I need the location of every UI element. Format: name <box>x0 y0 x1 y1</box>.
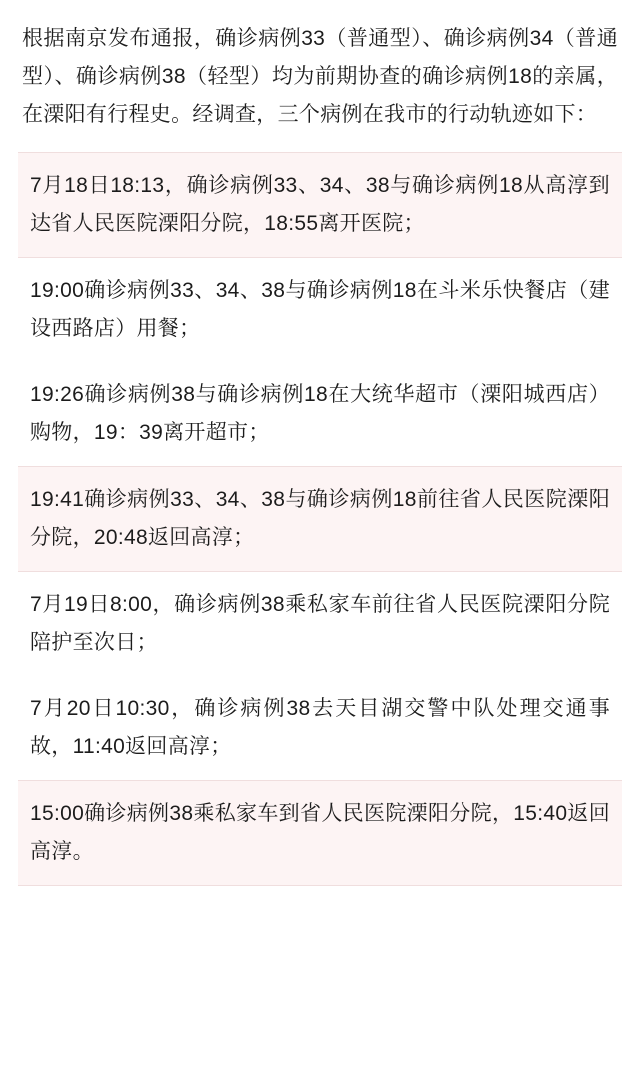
timeline-block: 19:41确诊病例33、34、38与确诊病例18前往省人民医院溧阳分院，20:48返回高淳； <box>18 466 622 572</box>
timeline-block-list <box>18 152 622 886</box>
timeline-block: 19:26确诊病例38与确诊病例18在大统华超市（溧阳城西店）购物，19：39离开超市； <box>18 362 622 466</box>
timeline-block: 15:00确诊病例38乘私家车到省人民医院溧阳分院，15:40返回高淳。 <box>18 780 622 886</box>
timeline-block: 7月20日10:30，确诊病例38去天目湖交警中队处理交通事故，11:40返回高淳； <box>18 676 622 780</box>
timeline-block: 19:00确诊病例33、34、38与确诊病例18在斗米乐快餐店（建设西路店）用餐； <box>18 258 622 362</box>
intro-paragraph: 根据南京发布通报，确诊病例33（普通型）、确诊病例34（普通型）、确诊病例38（轻型）均为前期协查的确诊病例18的亲属，在溧阳有行程史。经调查，三个病例在我市的行动轨迹如下： <box>22 27 618 126</box>
timeline-block: 7月18日18:13，确诊病例33、34、38与确诊病例18从高淳到达省人民医院溧阳分院，18:55离开医院； <box>18 152 622 258</box>
timeline-block: 7月19日8:00，确诊病例38乘私家车前往省人民医院溧阳分院陪护至次日； <box>18 572 622 676</box>
